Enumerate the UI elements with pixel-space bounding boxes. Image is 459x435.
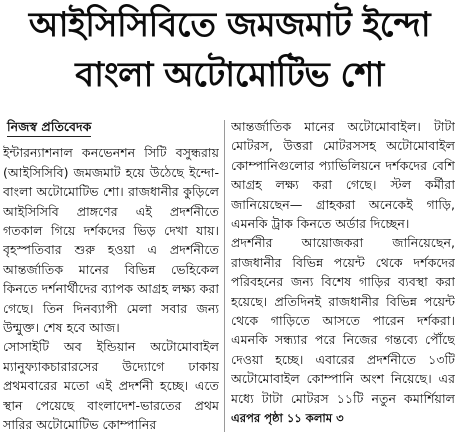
paragraph-text: প্রদর্শনীর আয়োজকরা জানিয়েছেন, রাজধানীর বিভিন্ন পয়েন্ট থেকে দর্শকদের পরিবহনের জন্য বিশেষ গাড়ির ব্যবস্থা করা হয়েছে। প্রতিদিনই রাজধানীর বিভিন্ন পয়েন্ট থেকে গাড়িতে আসতে পারেন দর্শকরা। এমনকি সন্ধ্যার পরে নিজের গন্তব্যে পৌঁছে দেওয়া হচ্ছে। এবারের প্রদর্শনীতে ১৩টি অটোমোবাইল কোম্পানি অংশ নিয়েছে। এর মধ্যে টাটা মোটরস ১১টি নতুন কমার্শিয়াল: [231, 235, 455, 406]
paragraph: আন্তর্জাতিক মানের অটোমোবাইল। টাটা মোটরস, উত্তরা মোটরসসহ অটোমোবাইল কোম্পানিগুলোর প্যাভিলিয়নে দর্শকদের বেশি আগ্রহ লক্ষ্য করা গেছে। স্টল কর্মীরা জানিয়েছেন— গ্রাহকরা অনেকেই গাড়ি, এমনকি ট্রাক কিনতে অর্ডার দিচ্ছেন।: [231, 119, 455, 232]
headline: [0, 0, 459, 110]
paragraph: [231, 233, 455, 428]
headline-line-2: বাংলা অটোমোটিভ শো: [75, 55, 384, 95]
article-column-right: [231, 117, 455, 435]
paragraph: সোসাইটি অব ইন্ডিয়ান অটোমোবাইল ম্যানুফ্যাকচারারসের উদ্যোগে ঢাকায় প্রথমবারের মতো এই প্রদর্শনী হচ্ছে। এতে স্থান পেয়েছে বাংলাদেশ-ভারতের প্রথম সারির অটোমোটিভ কোম্পানির: [3, 339, 219, 433]
byline: নিজস্ব প্রতিবেদক: [7, 117, 91, 137]
article-column-left: [3, 117, 219, 435]
headline-line-1: আইসিসিবিতে জমজমাট ইন্দো: [28, 5, 431, 45]
continuation-note: এরপর পৃষ্ঠা ১১ কলাম ৩: [231, 411, 344, 426]
column-divider: [224, 120, 225, 432]
paragraph: ইন্টারন্যাশনাল কনভেনশন সিটি বসুন্ধরায় (আইসিসিবি) জমজমাট হয়ে উঠেছে ইন্দো-বাংলা অটোমোটিভ শো। রাজধানীর কুড়িলে আইসিসিবি প্রাঙ্গণের এই প্রদর্শনীতে গতকাল গিয়ে দর্শকদের ভিড় দেখা যায়। বৃহস্পতিবার শুরু হওয়া এ প্রদর্শনীতে আন্তর্জাতিক মানের বিভিন্ন ভেহিকেল কিনতে দর্শনার্থীদের ব্যাপক আগ্রহ লক্ষ্য করা গেছে। তিন দিনব্যাপী মেলা সবার জন্য উন্মুক্ত। শেষ হবে আজ।: [3, 145, 219, 336]
